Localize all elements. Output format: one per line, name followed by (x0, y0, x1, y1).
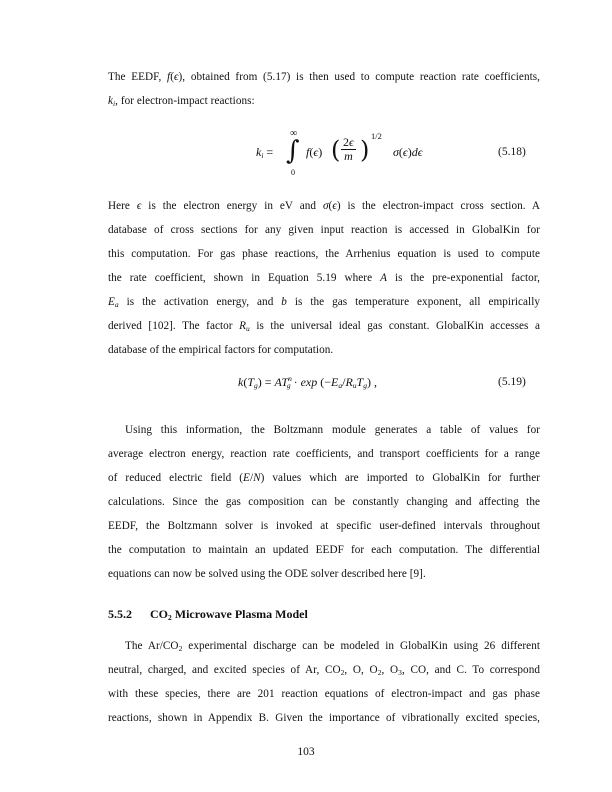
paragraph-4-line-2: neutral, charged, and excited species of Ar, $CO_2$, O, $O_2$, $O_3$, CO, and C. To correspond (108, 664, 540, 677)
eq518-lhs-sub: i (261, 151, 264, 160)
paragraph-3-line-1: Using this information, the Boltzmann module generates a table of values for (125, 424, 540, 436)
exponent: 1/2 (371, 131, 382, 141)
paragraph-2-line-7: database of the empirical factors for computation. (108, 344, 334, 356)
document-page: The EEDF, f(ϵ), obtained from (5.17) is then used to compute reaction rate coefficients, $k_i$, for electron-impact reactions: $k_i$ = ∞ ∫ 0 f(ϵ) ( $\frac{2\epsilon}{m}$ ) 1/2 σ(ϵ)dϵ (5.18) Here ϵ is the electron energy in eV and σ(ϵ) is the electron-impact cross section. A database of cross sections for any given input reaction is accessed in GlobalKin for this computation. For gas phase reactions, the Arrhenius equation is used to compute the rate coefficient, shown in Equation 5.19 where A is the pre-exponential factor, $E_a$ is the activation energy, and b is the gas temperature exponent, all empirically derived [102]. The factor $R_u$ is the universal ideal gas constant. GlobalKin accesses a database of the empirical factors for computation. $k(T_g) = AT^n_g \cdot \exp (-E_a/R_uT_g)$ , (5.19) Using this information, the Boltzmann module generates a table of values for average electron energy, reaction rate coefficients, and transport coefficients for a range of reduced electric field (E/N) values which are imported to GlobalKin for further calculations. Since the gas composition can be constantly changing and affecting the EEDF, the Boltzmann solver is invoked at specific user-defined intervals throughout the computation to maintain an updated EEDF for each computation. The differential equations can now be solved using the ODE solver described here [9]. 5.5.2 $CO_2$ Microwave Plasma Model The $Ar/CO_2$ experimental discharge can be modeled in GlobalKin using 26 different neutral, charged, and excited species of Ar, $CO_2$, O, $O_2$, $O_3$, CO, and C. To correspond with these species, there are 201 reaction equations of electron-impact and gas phase reactions, shown in Appendix B. Given the importance of vibrationally excited species, 103 (0, 0, 612, 792)
paragraph-3-line-3: of reduced electric field (E/N) values which are imported to GlobalKin for further (108, 472, 540, 484)
equation-number-5-18: (5.18) (498, 146, 526, 158)
paragraph-3-line-4: calculations. Since the gas composition can be constantly changing and affecting the (108, 496, 540, 508)
right-paren: ) (360, 136, 370, 164)
paragraph-2-line-1: Here ϵ is the electron energy in eV and σ(ϵ) is the electron-impact cross section. A (108, 200, 540, 212)
eq518-equals: = (266, 145, 274, 159)
paragraph-3-line-5: EEDF, the Boltzmann solver is invoked at specific user-defined intervals throughout (108, 520, 540, 532)
paragraph-4-line-1: The $Ar/CO_2$ experimental discharge can be modeled in GlobalKin using 26 different (125, 640, 540, 653)
page-number: 103 (297, 746, 315, 758)
paragraph-1-line-2: $k_i$, for electron-impact reactions: (108, 95, 255, 108)
paragraph-3-line-7: equations can now be solved using the ODE solver described here [9]. (108, 568, 426, 580)
left-paren: ( (331, 136, 341, 164)
fraction: $\frac{2\epsilon}{m}$ (343, 135, 354, 163)
integral-lower-limit: 0 (291, 168, 295, 177)
paragraph-2-line-5: $E_a$ is the activation energy, and b is the gas temperature exponent, all empirically (108, 296, 540, 309)
eq518-lhs: k (256, 145, 262, 159)
paragraph-3-line-6: the computation to maintain an updated EEDF for each computation. The differential (108, 544, 540, 556)
section-heading (108, 607, 308, 622)
section-title: $CO_2$ Microwave Plasma Model (150, 607, 308, 622)
integral-sign-icon: ∫ (286, 136, 300, 166)
paragraph-3-line-2: average electron energy, reaction rate coefficients, and transport coefficients for a range (108, 448, 540, 460)
paragraph-2-line-2: database of cross sections for any given input reaction is accessed in GlobalKin for (108, 224, 540, 236)
section-number: 5.5.2 (108, 607, 132, 621)
equation-5-19: $k(T_g) = AT^n_g \cdot \exp (-E_a/R_uT_g)$ , (238, 374, 377, 390)
paragraph-4-line-4: reactions, shown in Appendix B. Given the importance of vibrationally excited species, (108, 712, 540, 724)
paragraph-1-line-1: The EEDF, f(ϵ), obtained from (5.17) is then used to compute reaction rate coefficients, (108, 71, 540, 83)
paragraph-2-line-6: derived [102]. The factor $R_u$ is the universal ideal gas constant. GlobalKin accesses a (108, 320, 541, 333)
paragraph-2-line-3: this computation. For gas phase reactions, the Arrhenius equation is used to compute (108, 248, 540, 260)
equation-number-5-19: (5.19) (498, 376, 526, 388)
paragraph-2-line-4: the rate coefficient, shown in Equation 5.19 where A is the pre-exponential factor, (108, 272, 541, 284)
integral-upper-limit: ∞ (290, 128, 298, 139)
paragraph-4-line-3: with these species, there are 201 reaction equations of electron-impact and gas phase (108, 688, 540, 700)
